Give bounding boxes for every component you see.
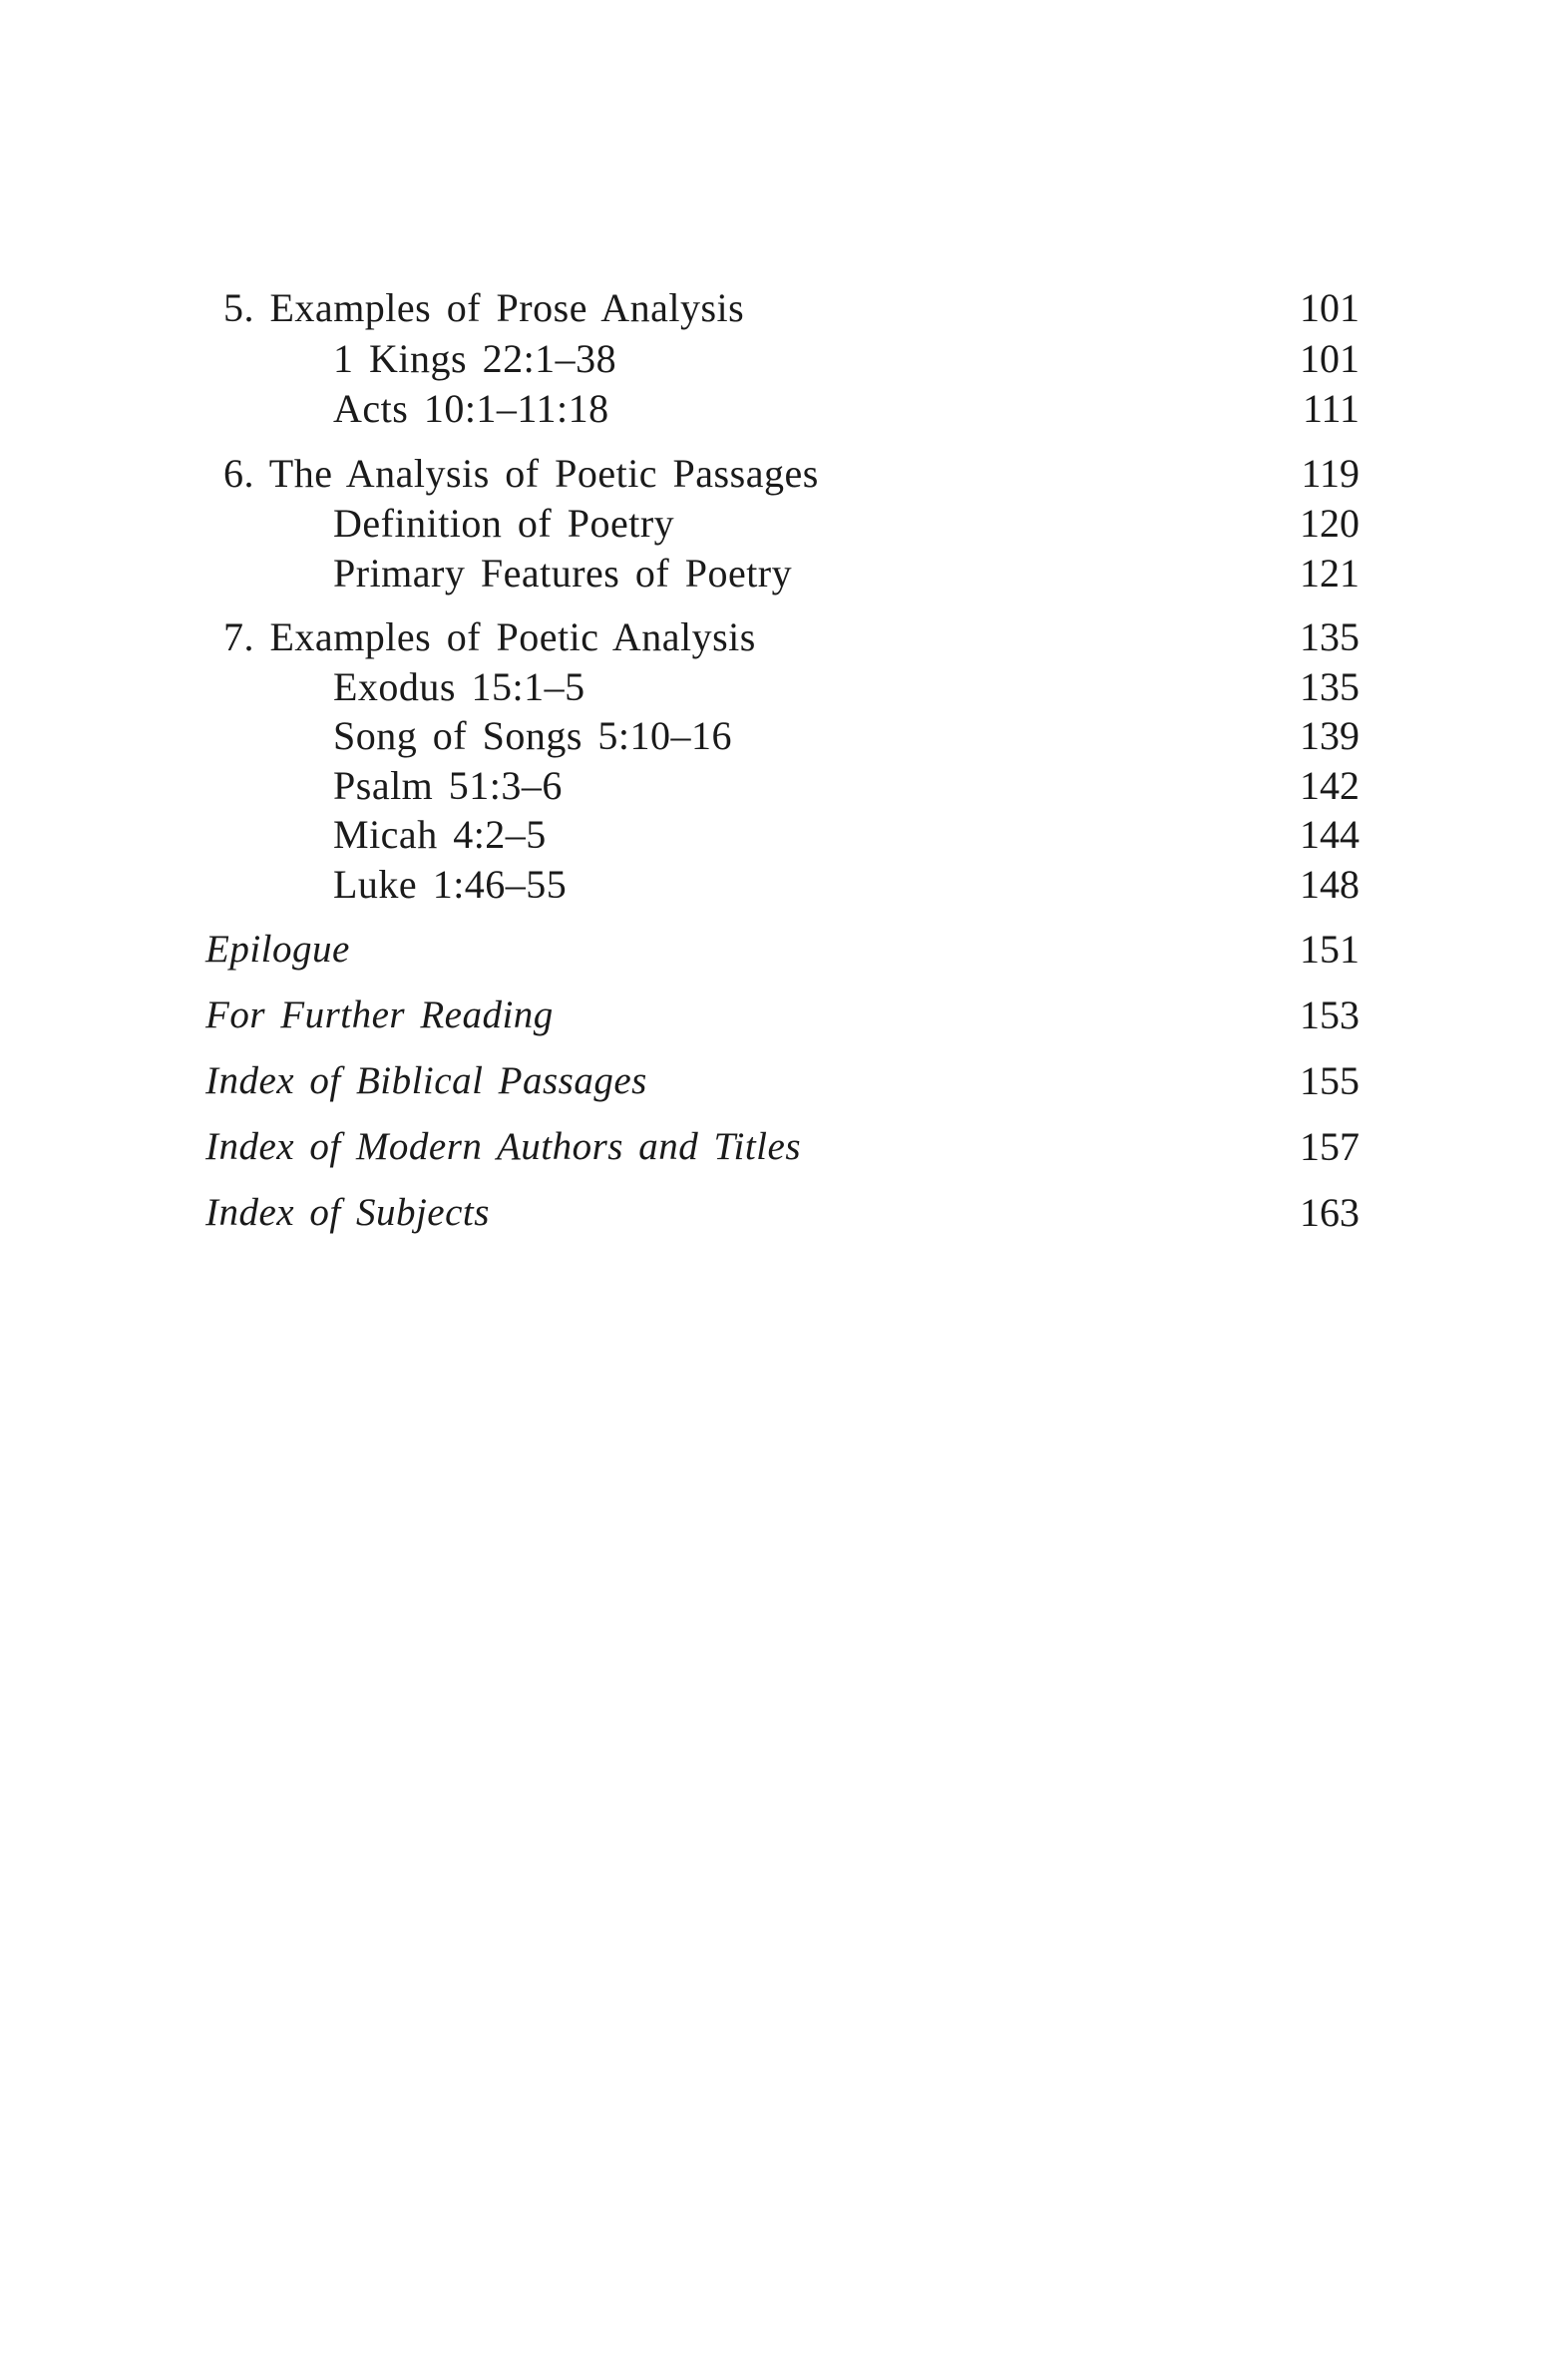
toc-entry-index-biblical-passages [0,1055,1555,1107]
toc-entry-chapter-5 [0,282,1555,334]
toc-entry-label: Epilogue [205,928,350,971]
toc-entry-sub [0,383,1555,435]
toc-entry-sub [0,859,1555,911]
toc-entry-label: For Further Reading [205,993,554,1036]
toc-entry-label: Psalm 51:3–6 [333,763,563,808]
toc-entry-page: 119 [1301,451,1360,496]
toc-entry-index-subjects [0,1187,1555,1239]
toc-entry-sub [0,710,1555,762]
toc-entry-page: 142 [1300,763,1360,808]
toc-entry-index-modern-authors [0,1121,1555,1173]
toc-entry-label: 5. Examples of Prose Analysis [223,285,745,330]
toc-entry-sub [0,661,1555,713]
toc-entry-label: Luke 1:46–55 [333,862,568,907]
toc-entry-page: 101 [1300,285,1360,330]
toc-entry-chapter-6 [0,448,1555,500]
toc-entry-page: 101 [1300,336,1360,381]
toc-entry-label: Index of Subjects [205,1191,490,1234]
toc-entry-label: Song of Songs 5:10–16 [333,713,732,758]
toc-entry-page: 148 [1300,862,1360,907]
toc-entry-page: 120 [1300,501,1360,546]
toc-entry-label: Micah 4:2–5 [333,812,547,857]
toc-entry-label: Definition of Poetry [333,501,675,546]
toc-entry-page: 157 [1300,1124,1360,1169]
toc-entry-page: 153 [1300,992,1360,1037]
toc-entry-page: 135 [1300,614,1360,659]
toc-entry-chapter-7 [0,611,1555,663]
toc-entry-page: 121 [1300,551,1360,595]
toc-entry-epilogue [0,924,1555,976]
toc-entry-page: 111 [1302,386,1360,431]
toc-entry-page: 151 [1300,927,1360,972]
toc-entry-sub [0,498,1555,550]
toc-entry-page: 139 [1300,713,1360,758]
toc-entry-label: Exodus 15:1–5 [333,664,585,709]
toc-entry-page: 135 [1300,664,1360,709]
toc-entry-page: 163 [1300,1190,1360,1235]
toc-entry-label: 7. Examples of Poetic Analysis [223,614,756,659]
toc-entry-further-reading [0,990,1555,1041]
toc-entry-page: 155 [1300,1058,1360,1103]
toc-entry-page: 144 [1300,812,1360,857]
toc-entry-sub [0,809,1555,861]
toc-entry-label: 6. The Analysis of Poetic Passages [223,451,819,496]
toc-entry-sub [0,760,1555,812]
toc-entry-label: 1 Kings 22:1–38 [333,336,617,381]
toc-entry-label: Index of Biblical Passages [205,1059,647,1102]
toc-entry-label: Primary Features of Poetry [333,551,793,595]
toc-entry-label: Index of Modern Authors and Titles [205,1125,802,1168]
toc-entry-sub [0,333,1555,385]
toc-entry-label: Acts 10:1–11:18 [333,386,609,431]
toc-entry-sub [0,548,1555,599]
